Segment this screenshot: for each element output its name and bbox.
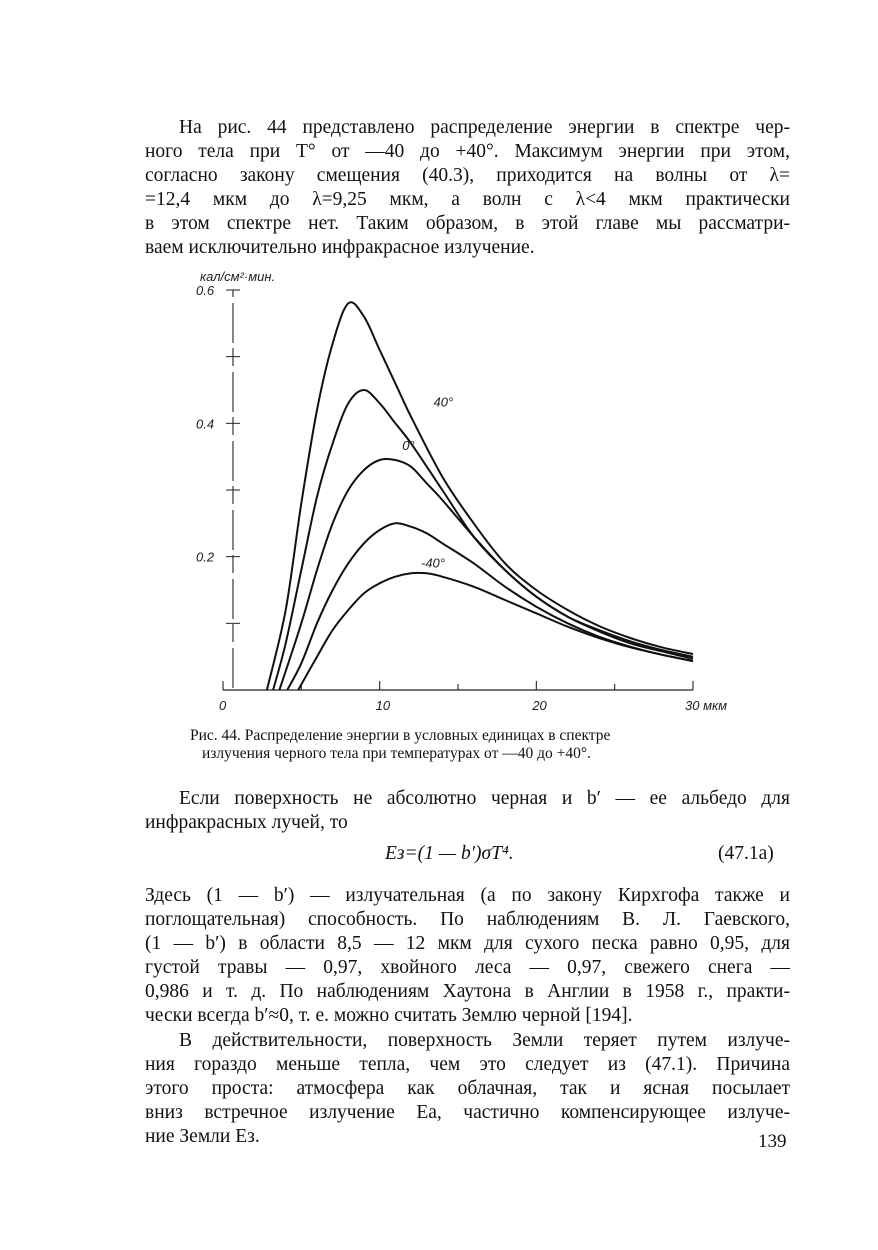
text-line: =12,4 мкм до λ=9,25 мкм, а волн с λ<4 мкм практически	[145, 189, 790, 210]
x-tick-label: 20	[532, 698, 547, 713]
x-tick-label: 10	[375, 698, 391, 713]
text-line: 0,986 и т. д. По наблюдениям Хаутона в Англии в 1958 г., практи-	[145, 981, 790, 1002]
text-line: в этом спектре нет. Таким образом, в этой главе мы рассматри-	[145, 213, 790, 234]
text-line: ваем исключительно инфракрасное излучение.	[145, 237, 535, 258]
text-line: ние Земли Eз.	[145, 1126, 260, 1147]
text-line: Здесь (1 — b′) — излучательная (а по закону Кирхгофа также и	[145, 885, 790, 906]
series-line	[273, 390, 693, 690]
formula: Eз=(1 — b′)σT⁴.	[385, 843, 514, 864]
text-line: инфракрасных лучей, то	[145, 812, 348, 833]
text-line: густой травы — 0,97, хвойного леса — 0,97, свежего снега —	[145, 957, 790, 978]
text-line: чески всегда b′≈0, т. е. можно считать Землю черной [194].	[145, 1005, 633, 1026]
text-line: В действительности, поверхность Земли теряет путем излуче-	[179, 1030, 790, 1051]
text-line: (1 — b′) в области 8,5 — 12 мкм для сухого песка равно 0,95, для	[145, 933, 790, 954]
text-line: этого проста: атмосфера как облачная, так и ясная посылает	[145, 1078, 790, 1099]
series-label: -40°	[421, 555, 445, 571]
text-line: ного тела при T° от —40 до +40°. Максимум энергии при этом,	[145, 141, 790, 162]
series-line	[298, 573, 693, 690]
equation-number: (47.1a)	[718, 843, 774, 864]
series-line	[287, 523, 693, 690]
paragraph-albedo	[145, 787, 790, 835]
series-label: 0°	[402, 438, 415, 453]
y-axis-label: кал/см²·мин.	[200, 269, 276, 284]
page-number: 139	[758, 1131, 787, 1152]
text-line: ния гораздо меньше тепла, чем это следует из (47.1). Причина	[145, 1054, 790, 1075]
text-line: согласно закону смещения (40.3), приходится на волны от λ=	[145, 165, 790, 186]
caption-line: излучения черного тела при температурах от —40 до +40°.	[202, 745, 591, 762]
figure-caption	[190, 727, 750, 763]
x-tick-label: 30 мкм	[685, 698, 728, 713]
text-line: поглощательная) способность. По наблюдениям В. Л. Гаевского,	[145, 909, 790, 930]
chart-axes	[223, 290, 693, 690]
y-tick-label: 0.2	[196, 549, 215, 565]
caption-line: Рис. 44. Распределение энергии в условных единицах в спектре	[190, 727, 611, 744]
series-label: 40°	[433, 394, 454, 410]
text-line: Если поверхность не абсолютно черная и b′ — ее альбедо для	[179, 788, 790, 809]
paragraph-emissivity	[145, 884, 790, 1028]
text-line: На рис. 44 представлено распределение энергии в спектре чер-	[179, 117, 790, 138]
chart-curves	[267, 302, 693, 690]
text-line: вниз встречное излучение Eа, частично компенсирующее излуче-	[145, 1102, 790, 1123]
y-tick-label: 0.4	[196, 416, 215, 432]
y-tick-label: 0.6	[196, 283, 215, 298]
paragraph-counter-radiation	[145, 1029, 790, 1149]
x-tick-label: 0	[219, 698, 227, 713]
